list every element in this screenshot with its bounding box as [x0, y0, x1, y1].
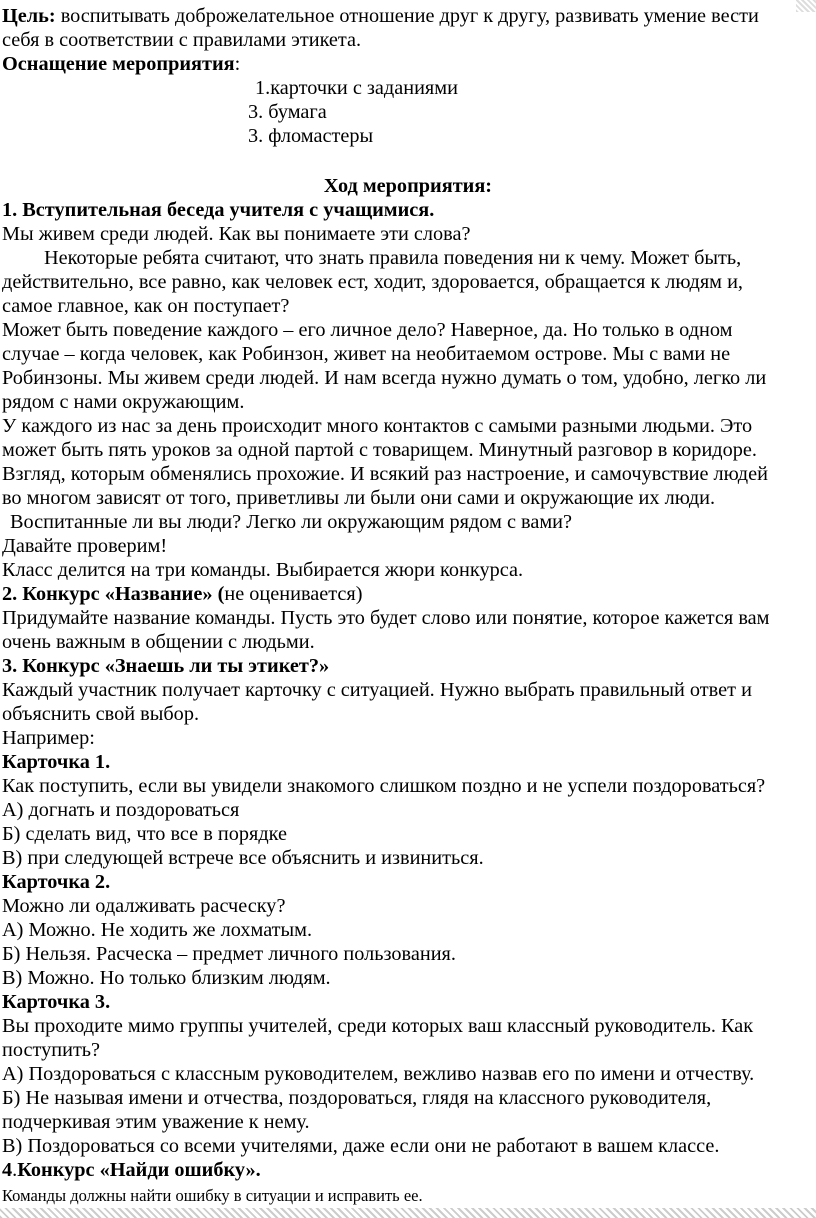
page-bottom-decoration: [0, 1208, 816, 1218]
card1-title: Карточка 1.: [2, 751, 111, 773]
page-corner-decoration: [796, 0, 816, 12]
goal-label: Цель:: [2, 5, 56, 27]
section1-line: Воспитанные ли вы люди? Легко ли окружающим рядом с вами?: [10, 511, 573, 533]
section1-line: самое главное, как он поступает?: [2, 295, 290, 317]
section1-line: Взгляд, которым обменялись прохожие. И всякий раз настроение, и самочувствие людей: [2, 463, 768, 485]
card3-question: Вы проходите мимо группы учителей, среди которых ваш классный руководитель. Как: [2, 1015, 754, 1037]
section1-line: У каждого из нас за день происходит много контактов с самыми разными людьми. Это: [2, 415, 753, 437]
goal-line-2: себя в соответствии с правилами этикета.: [2, 29, 362, 51]
section1-line: Робинзоны. Мы живем среди людей. И нам всегда нужно думать о том, удобно, легко ли: [2, 367, 767, 389]
goal-text: воспитывать доброжелательное отношение друг к другу, развивать умение вести: [55, 5, 759, 27]
section4-title-text: Конкурс «Найди ошибку».: [17, 1159, 261, 1181]
section3-line: Например:: [2, 727, 95, 749]
section1-line: случае – когда человек, как Робинзон, живет на необитаемом острове. Мы с вами не: [2, 343, 731, 365]
section1-line: Некоторые ребята считают, что знать правила поведения ни к чему. Может быть,: [44, 247, 742, 269]
section1-line: Мы живем среди людей. Как вы понимаете эти слова?: [2, 223, 471, 245]
card3-question: поступить?: [2, 1039, 101, 1061]
card1-option-a: А) догнать и поздороваться: [2, 799, 240, 821]
progress-title: Ход мероприятия:: [323, 175, 493, 197]
section4-number: 4: [2, 1159, 13, 1181]
card3-option-b: Б) Не называя имени и отчества, поздороваться, глядя на классного руководителя,: [2, 1087, 712, 1109]
card2-option-c: В) Можно. Но только близким людям.: [2, 967, 331, 989]
equipment-item-1: 1.карточки с заданиями: [255, 77, 458, 99]
section3-line: Каждый участник получает карточку с ситуацией. Нужно выбрать правильный ответ и: [2, 679, 752, 701]
section2-title-note: не оценивается): [224, 583, 363, 605]
card2-option-b: Б) Нельзя. Расческа – предмет личного пользования.: [2, 943, 456, 965]
section3-line: объяснить свой выбор.: [2, 703, 200, 725]
section4-dot: .: [12, 1159, 18, 1181]
equipment-label: Оснащение мероприятия: [2, 53, 235, 75]
card2-option-a: А) Можно. Не ходить же лохматым.: [2, 919, 313, 941]
card1-option-b: Б) сделать вид, что все в порядке: [2, 823, 288, 845]
card2-title: Карточка 2.: [2, 871, 111, 893]
equipment-item-2: 3. бумага: [248, 101, 327, 123]
section4-title: [2, 1158, 261, 1182]
card1-option-c: В) при следующей встрече все объяснить и извиниться.: [2, 847, 484, 869]
section2-line: Придумайте название команды. Пусть это будет слово или понятие, которое кажется вам: [2, 607, 770, 629]
section2-title: [2, 582, 362, 606]
section1-line: может быть пять уроков за одной партой с товарищем. Минутный разговор в коридоре.: [2, 439, 757, 461]
equipment-heading: [2, 52, 240, 76]
card1-question: Как поступить, если вы увидели знакомого слишком поздно и не успели поздороваться?: [2, 775, 766, 797]
section3-title: 3. Конкурс «Знаешь ли ты этикет?»: [2, 655, 330, 677]
section1-line: во многом зависят от того, приветливы ли были они сами и окружающие их люди.: [2, 487, 716, 509]
section1-line: Класс делится на три команды. Выбирается жюри конкурса.: [2, 559, 524, 581]
section4-line: Команды должны найти ошибку в ситуации и исправить ее.: [2, 1186, 423, 1205]
section1-line: рядом с нами окружающим.: [2, 391, 245, 413]
section1-line: Давайте проверим!: [2, 535, 168, 557]
section2-title-bold: 2. Конкурс «Название» (: [2, 583, 225, 605]
card3-option-a: А) Поздороваться с классным руководителем, вежливо назвав его по имени и отчеству.: [2, 1063, 755, 1085]
card3-option-c: В) Поздороваться со всеми учителями, даже если они не работают в вашем классе.: [2, 1135, 720, 1157]
card3-title: Карточка 3.: [2, 991, 111, 1013]
equipment-item-3: 3. фломастеры: [248, 125, 374, 147]
card3-option-b: подчеркивая этим уважение к нему.: [2, 1111, 310, 1133]
goal-line-1: [2, 4, 759, 28]
section2-line: очень важным в общении с людьми.: [2, 631, 315, 653]
equipment-colon: :: [234, 53, 241, 75]
card2-question: Можно ли одалживать расческу?: [2, 895, 286, 917]
section1-line: Может быть поведение каждого – его личное дело? Наверное, да. Но только в одном: [2, 319, 733, 341]
section1-title: 1. Вступительная беседа учителя с учащимися.: [2, 199, 435, 221]
section1-line: действительно, все равно, как человек ест, ходит, здоровается, обращается к людям и,: [2, 271, 744, 293]
